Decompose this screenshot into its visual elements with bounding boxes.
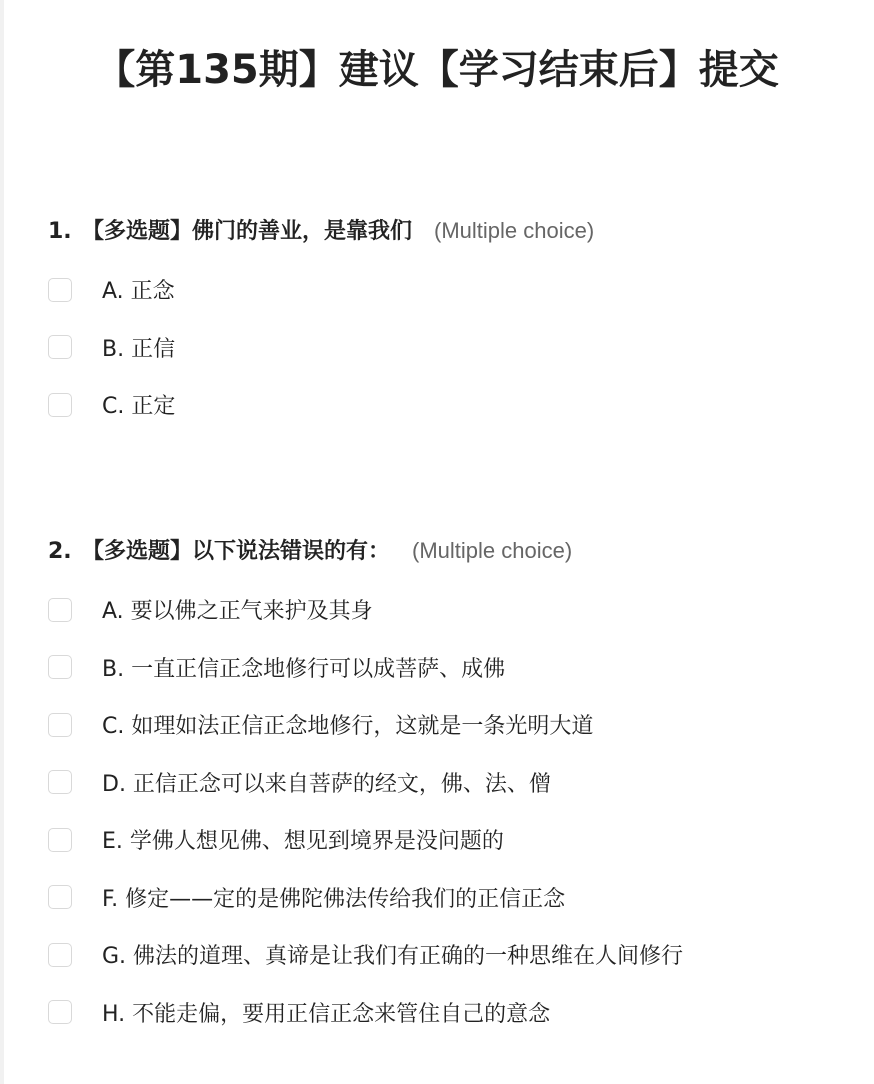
question-number: 2.	[48, 539, 72, 564]
option-label: B. 一直正信正念地修行可以成菩萨、成佛	[102, 656, 506, 682]
option-label: C. 如理如法正信正念地修行，这就是一条光明大道	[102, 714, 594, 740]
question-header	[48, 216, 848, 246]
option-label: E. 学佛人想见佛、想见到境界是没问题的	[102, 829, 504, 855]
question-type: (Multiple choice)	[434, 218, 595, 243]
option-g[interactable]	[48, 926, 848, 984]
option-a[interactable]	[48, 261, 848, 319]
question-header	[48, 536, 848, 566]
question-type: (Multiple choice)	[412, 538, 573, 563]
option-e[interactable]	[48, 811, 848, 869]
checkbox[interactable]	[48, 655, 72, 679]
option-label: B. 正信	[102, 336, 176, 362]
question-text: 【多选题】佛门的善业，是靠我们	[82, 219, 413, 244]
option-label: H. 不能走偏，要用正信正念来管住自己的意念	[102, 1001, 551, 1027]
question-2	[48, 536, 848, 1041]
options-list	[48, 581, 848, 1041]
option-label: G. 佛法的道理、真谛是让我们有正确的一种思维在人间修行	[102, 944, 684, 970]
checkbox[interactable]	[48, 278, 72, 302]
option-label: A. 正念	[102, 279, 175, 305]
checkbox[interactable]	[48, 393, 72, 417]
option-label: C. 正定	[102, 394, 176, 420]
option-label: F. 修定——定的是佛陀佛法传给我们的正信正念	[102, 886, 566, 912]
option-label: D. 正信正念可以来自菩萨的经文，佛、法、僧	[102, 771, 551, 797]
option-label: A. 要以佛之正气来护及其身	[102, 599, 373, 625]
question-text: 【多选题】以下说法错误的有：	[82, 539, 391, 564]
checkbox[interactable]	[48, 770, 72, 794]
checkbox[interactable]	[48, 885, 72, 909]
page-title: 【第135期】建议【学习结束后】提交	[95, 47, 779, 93]
option-f[interactable]	[48, 869, 848, 927]
option-h[interactable]	[48, 984, 848, 1042]
option-c[interactable]	[48, 696, 848, 754]
question-1	[48, 216, 848, 434]
left-border	[0, 0, 4, 1084]
checkbox[interactable]	[48, 713, 72, 737]
checkbox[interactable]	[48, 943, 72, 967]
option-b[interactable]	[48, 319, 848, 377]
option-d[interactable]	[48, 754, 848, 812]
checkbox[interactable]	[48, 1000, 72, 1024]
option-c[interactable]	[48, 376, 848, 434]
checkbox[interactable]	[48, 828, 72, 852]
options-list	[48, 261, 848, 434]
option-a[interactable]	[48, 581, 848, 639]
option-b[interactable]	[48, 639, 848, 697]
checkbox[interactable]	[48, 335, 72, 359]
question-number: 1.	[48, 219, 72, 244]
checkbox[interactable]	[48, 598, 72, 622]
